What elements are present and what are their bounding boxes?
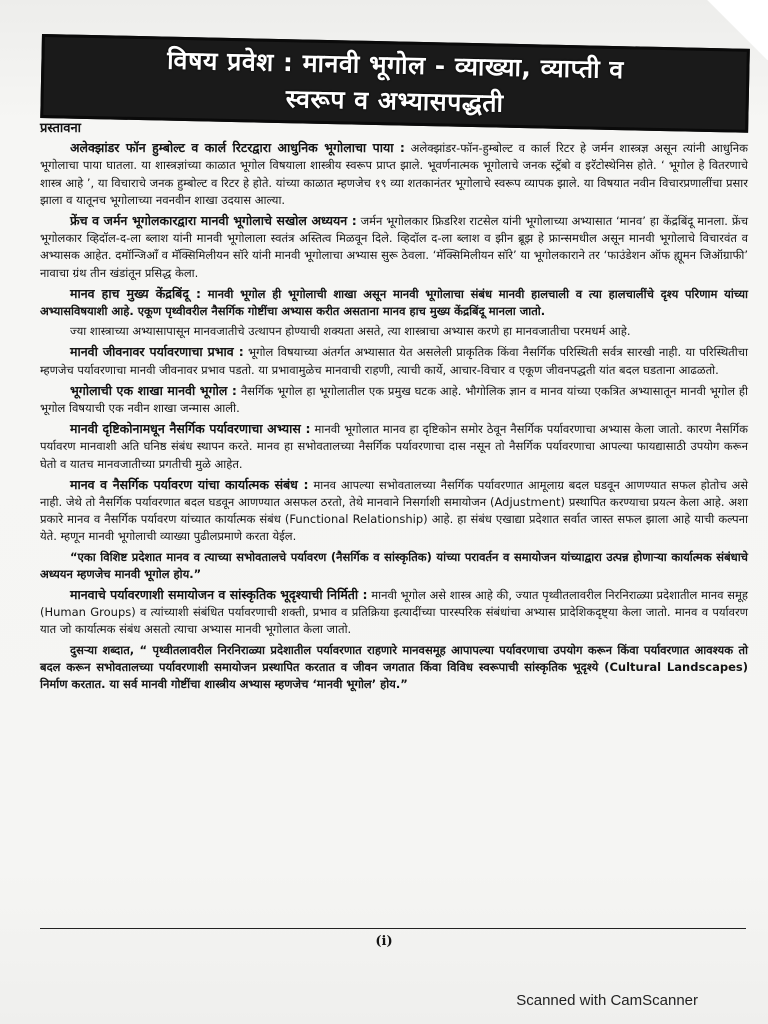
paragraph-heading: मानवी जीवनावर पर्यावरणाचा प्रभाव : <box>70 344 244 360</box>
paragraph-humboldt <box>40 139 748 209</box>
paragraph-heading: मानवी दृष्टिकोनामधून नैसर्गिक पर्यावरणाचा अभ्यास : <box>70 421 311 437</box>
paragraph-closing: दुसऱ्या शब्दात, “ पृथ्वीतलावरील निरनिराळ्या प्रदेशातील पर्यावरणात राहणारे मानवसमूह आपापल्या पर्यावरणाचा उपयोग करून किंवा पर्यावरणात आवश्यक तो बदल करून सभोवतालच्या पर्यावरणाशी समायोजन प्रस्थापित करतात व जीवन जगतात किंवा विविध स्वरूपाची सांस्कृतिक भूदृश्ये (Cultural Landscapes) निर्माण करतात. या सर्व मानवी गोष्टींचा शास्त्रीय अभ्यास म्हणजेच ‘मानवी भूगोल’ होय.” <box>40 642 748 692</box>
chapter-title-line-2: स्वरूप व अभ्यासपद्धती <box>285 84 504 118</box>
paragraph-heading: मानव व नैसर्गिक पर्यावरण यांचा कार्यात्मक संबंध : <box>70 476 309 492</box>
paragraph-functional-relation <box>40 476 748 546</box>
intro-label: प्रस्तावना <box>40 121 82 136</box>
paragraph-human-focus <box>40 285 748 320</box>
paragraph-body: मानवी भूगोल असे शास्त्र आहे की, ज्यात पृथ्वीतलावरील निरनिराळ्या प्रदेशातील मानव समूह (Human Groups) व त्यांच्याशी संबंधित पर्यावरणाची शक्ती, प्रभाव व प्रतिक्रिया इत्यादींच्या पारस्परिक संबंधांचा अभ्यास प्रादेशिकदृष्ट्या केला जातो. मानव व पर्यावरण यात जो कार्यात्मक संबंध असतो त्याचा अभ्यास मानवी भूगोलात केला जातो. <box>40 588 748 637</box>
paragraph-body: ज्या शास्त्राच्या अभ्यासापासून मानवजातीचे उत्थापन होण्याची शक्यता असते, त्या शास्त्राचा अभ्यास करणे हा मानवजातीचा परमधर्म आहे. <box>70 324 631 339</box>
paragraph-body: अलेक्झांडर-फॉन-हुम्बोल्ट व कार्ल रिटर हे जर्मन शास्त्रज्ञ असून त्यांनी आधुनिक भूगोलाचा पाया घातला. या शास्त्रज्ञांच्या काळात भूगोल विषयाला शास्त्रीय स्वरूप प्राप्त झाले. भूवर्णनात्मक भूगोलाचे जनक स्ट्रॅबो व इरॅटोस्थेनिस होते. ‘ भूगोल हे वितरणाचे शास्त्र आहे ’, या विचाराचे जनक हुम्बोल्ट व रिटर हे होते. यांच्या काळात म्हणजेच १९ व्या शतकानंतर भूगोलाचे स्वरूप व्यापक झाले. या विषयात नवीन विचारप्रणालींचा प्रसार झाला व यातूनच भूगोलाच्या नवनवीन शाखा उदयास आल्या. <box>40 141 748 207</box>
paragraph-body: भूगोल विषयाच्या अंतर्गत अभ्यासात येत असलेली प्राकृतिक किंवा नैसर्गिक परिस्थिती सर्वत्र सारखी नाही. या परिस्थितीचा म्हणजेच पर्यावरणाचा मानवी जीवनावर प्रभाव पडतो. या प्रभावामुळेच मानवाची राहणी, त्याची कार्ये, आचार-विचार व एकूण जीवनपद्धती यांत बदल घडताना आढळतो. <box>40 345 748 377</box>
paragraph-heading: मानव हाच मुख्य केंद्रबिंदू : <box>70 285 202 301</box>
chapter-title-banner <box>40 34 750 133</box>
paragraph-body: मानवी भूगोलात मानव हा दृष्टिकोन समोर ठेवून नैसर्गिक पर्यावरणाचा अभ्यास केला जातो. कारण नैसर्गिक पर्यावरण मानवाशी अति घनिष्ठ संबंध स्थापन करते. मानव हा सभोवतालच्या नैसर्गिक पर्यावरणाचा दास नसून तो नैसर्गिक पर्यावरणाचा आपल्या फायद्यासाठी उपयोग करून घेतो व यातच मानवजातीच्या प्रगतीची मुळे आहेत. <box>40 422 748 471</box>
scanner-watermark: Scanned with CamScanner <box>516 992 698 1009</box>
paragraph-heading: फ्रेंच व जर्मन भूगोलकारद्वारा मानवी भूगोलाचे सखोल अध्ययन : <box>70 213 357 229</box>
paragraph-body: मानव आपल्या सभोवतालच्या नैसर्गिक पर्यावरणात आमूलाग्र बदल घडवून आणण्यात सफल होतोच असे नाही. जेथे तो नैसर्गिक पर्यावरणात बदल घडवून आणण्यात असफल ठरतो, तेथे मानवाने निसर्गाशी समायोजन (Adjustment) प्रस्थापित करण्याचा प्रयत्न केला आहे. अशा प्रकारे मानव व नैसर्गिक पर्यावरण यांच्यात कार्यात्मक संबंध (Functional Relationship) आहे. हा संबंध एखाद्या प्रदेशात सर्वात जास्त सफल झाला आहे याची कल्पना येते. म्हणून मानवी भूगोलाची व्याख्या पुढीलप्रमाणे करता येईल. <box>40 477 748 544</box>
paragraph-body: मानवी भूगोल ही भूगोलाची शाखा असून मानवी भूगोलाचा संबंध मानवी हालचाली व त्या हालचालींचे दृश्य परिणाम यांच्या अभ्यासविषयाशी आहे. एकूण पृथ्वीवरील नैसर्गिक गोष्टींचा अभ्यास करीत असताना मानव हाच मुख्य केंद्रबिंदू मानला जातो. <box>40 286 748 319</box>
paragraph-body: नैसर्गिक भूगोल हा भूगोलातील एक प्रमुख घटक आहे. भौगोलिक ज्ञान व मानव यांच्या एकत्रित अभ्यासातून मानवी भूगोल ही भूगोल विषयाची एक नवीन शाखा जन्मास आली. <box>40 383 748 416</box>
paragraph-human-perspective <box>40 420 748 473</box>
footer-divider <box>40 928 746 929</box>
paragraph-branch <box>40 382 748 417</box>
paragraph-heading: अलेक्झांडर फॉन हुम्बोल्ट व कार्ल रिटरद्वारा आधुनिक भूगोलाचा पाया : <box>70 140 405 156</box>
document-body <box>40 120 748 696</box>
paragraph-heading: भूगोलाची एक शाखा मानवी भूगोल : <box>70 382 237 398</box>
definition-quote: “एका विशिष्ट प्रदेशात मानव व त्याच्या सभोवतालचे पर्यावरण (नैसर्गिक व सांस्कृतिक) यांच्या परावर्तन व समायोजन यांच्याद्वारा उत्पन्न होणाऱ्या कार्यात्मक संबंधाचे अध्ययन म्हणजेच मानवी भूगोल होय.” <box>40 549 748 581</box>
chapter-title-line-1: विषय प्रवेश : मानवी भूगोल - व्याख्या, व्याप्ती व <box>166 45 625 85</box>
paragraph-environment-influence <box>40 343 748 378</box>
paragraph-paramdharma <box>40 323 748 340</box>
paragraph-cultural-landscape <box>40 586 748 639</box>
page-number: (i) <box>375 934 393 949</box>
paragraph-body: जर्मन भूगोलकार फ्रिडरिश राटसेल यांनी भूगोलाच्या अभ्यासात ‘मानव’ हा केंद्रबिंदू मानला. फ्रेंच भूगोलकार व्हिदॉल-द-ला ब्लाश यांनी मानवी भूगोलाला स्वतंत्र अस्तित्व मिळवून दिले. व्हिदॉल द-ला ब्लाश व झीन ब्रूझ हे फ्रान्समधील असून मानवी भूगोलाचे विचारवंत व अभ्यासक आहेत. दमॉन्जिआँ व मॅक्सिमिलीयन सॉरे यांनी मानवी भूगोलाचा अभ्यास सुरू ठेवला. ‘मॅक्सिमिलीयन सॉरे’ या भूगोलकाराने तर ‘फाउंडेशन ऑफ ह्यूमन जिऑग्राफी’ नावाचा ग्रंथ तीन खंडांतून प्रसिद्ध केला. <box>40 214 749 280</box>
paragraph-heading: मानवाचे पर्यावरणाशी समायोजन व सांस्कृतिक भूदृश्याची निर्मिती : <box>70 587 368 603</box>
paragraph-french-german <box>40 212 748 282</box>
